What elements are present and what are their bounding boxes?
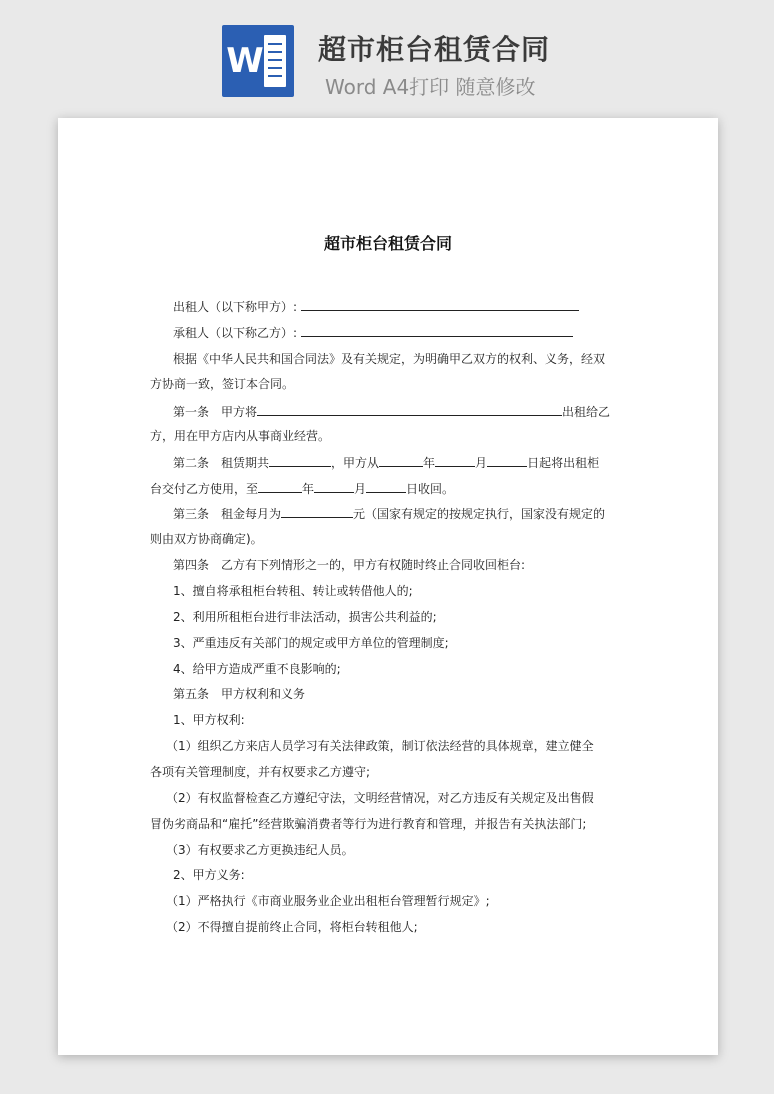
doc-line: 承租人（以下称乙方）: bbox=[173, 323, 573, 341]
header-subtitle: Word A4打印 随意修改 bbox=[325, 75, 536, 99]
doc-line: 根据《中华人民共和国合同法》及有关规定，为明确甲乙双方的权利、义务，经双 bbox=[173, 352, 606, 366]
doc-line: 第五条 甲方权利和义务 bbox=[173, 687, 306, 701]
doc-line: 第三条 租金每月为 元（国家有规定的按规定执行，国家没有规定的 bbox=[173, 504, 605, 522]
doc-line: 冒伪劣商品和“雇托”经营欺骗消费者等行为进行教育和管理，并报告有关执法部门; bbox=[150, 817, 587, 831]
doc-line: 各项有关管理制度，并有权要求乙方遵守; bbox=[150, 765, 371, 779]
doc-line: 则由双方协商确定)。 bbox=[150, 532, 263, 546]
header-title: 超市柜台租赁合同 bbox=[318, 33, 551, 66]
doc-line: 2、甲方义务: bbox=[173, 868, 245, 882]
doc-line: 第一条 甲方将 出租给乙 bbox=[173, 402, 610, 420]
doc-line: （3）有权要求乙方更换违纪人员。 bbox=[166, 843, 354, 857]
document-page bbox=[58, 118, 718, 1055]
word-doc-icon bbox=[222, 25, 294, 97]
doc-line: 第二条 租赁期共 ，甲方从 年 月 日起将出租柜 bbox=[173, 453, 599, 471]
document-title: 超市柜台租赁合同 bbox=[323, 234, 452, 253]
doc-line: （1）严格执行《市商业服务业企业出租柜台管理暂行规定》; bbox=[166, 894, 490, 908]
doc-line: 1、擅自将承租柜台转租、转让或转借他人的; bbox=[173, 584, 413, 598]
page-header bbox=[0, 0, 774, 110]
doc-line: （1）组织乙方来店人员学习有关法律政策，制订依法经营的具体规章，建立健全 bbox=[166, 739, 594, 753]
doc-line: 出租人（以下称甲方）: bbox=[173, 297, 579, 315]
word-letter-icon: W bbox=[226, 41, 264, 81]
doc-line: 台交付乙方使用，至 年 月 日收回。 bbox=[150, 479, 454, 497]
doc-line: 1、甲方权利: bbox=[173, 713, 245, 727]
doc-line: 方，用在甲方店内从事商业经营。 bbox=[150, 429, 331, 443]
doc-line: 第四条 乙方有下列情形之一的，甲方有权随时终止合同收回柜台: bbox=[173, 558, 526, 572]
doc-line: 方协商一致，签订本合同。 bbox=[150, 377, 295, 391]
doc-line: 4、给甲方造成严重不良影响的; bbox=[173, 662, 341, 676]
doc-line: （2）不得擅自提前终止合同，将柜台转租他人; bbox=[166, 920, 418, 934]
doc-line: 3、严重违反有关部门的规定或甲方单位的管理制度; bbox=[173, 636, 449, 650]
doc-line: （2）有权监督检查乙方遵纪守法，文明经营情况，对乙方违反有关规定及出售假 bbox=[166, 791, 594, 805]
doc-line: 2、利用所租柜台进行非法活动，损害公共利益的; bbox=[173, 610, 437, 624]
